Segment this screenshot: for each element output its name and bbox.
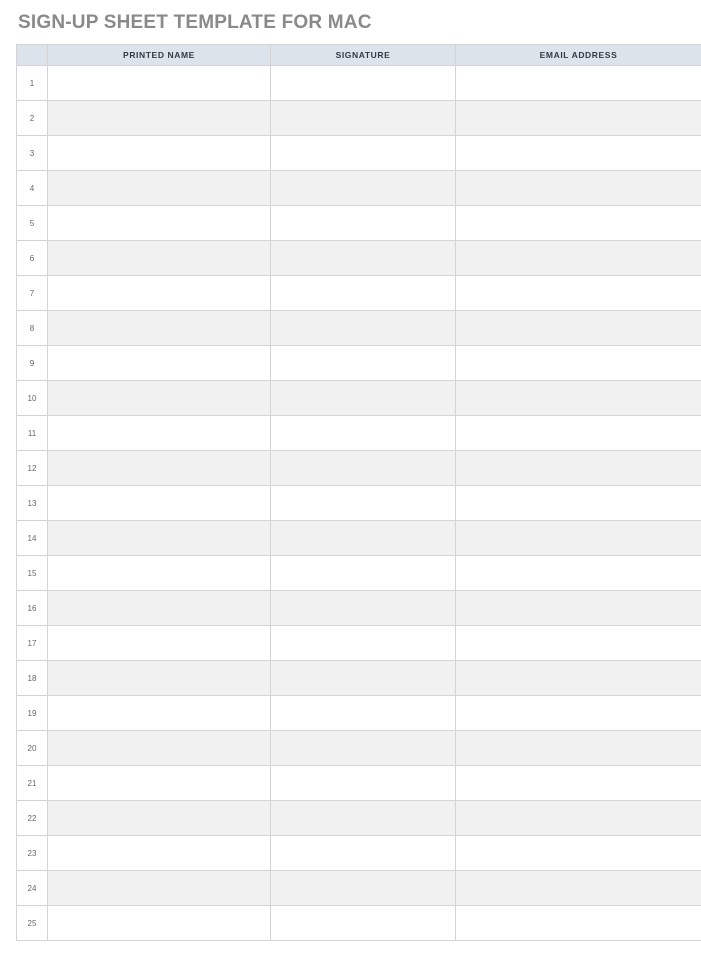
column-header-email-address: EMAIL ADDRESS xyxy=(456,45,701,66)
row-number: 24 xyxy=(17,871,48,906)
row-number: 13 xyxy=(17,486,48,521)
table-header xyxy=(17,45,701,66)
signature-cell[interactable] xyxy=(271,696,456,731)
email-address-cell[interactable] xyxy=(456,416,701,451)
row-number: 6 xyxy=(17,241,48,276)
email-address-cell[interactable] xyxy=(456,241,701,276)
row-number: 2 xyxy=(17,101,48,136)
signature-cell[interactable] xyxy=(271,591,456,626)
email-address-cell[interactable] xyxy=(456,731,701,766)
table-row xyxy=(17,311,701,346)
printed-name-cell[interactable] xyxy=(48,136,271,171)
row-number: 11 xyxy=(17,416,48,451)
email-address-cell[interactable] xyxy=(456,206,701,241)
signature-cell[interactable] xyxy=(271,871,456,906)
printed-name-cell[interactable] xyxy=(48,591,271,626)
row-number: 15 xyxy=(17,556,48,591)
email-address-cell[interactable] xyxy=(456,171,701,206)
signature-cell[interactable] xyxy=(271,66,456,101)
column-header-printed-name: PRINTED NAME xyxy=(48,45,271,66)
printed-name-cell[interactable] xyxy=(48,521,271,556)
email-address-cell[interactable] xyxy=(456,836,701,871)
email-address-cell[interactable] xyxy=(456,311,701,346)
signature-cell[interactable] xyxy=(271,836,456,871)
row-number: 5 xyxy=(17,206,48,241)
email-address-cell[interactable] xyxy=(456,871,701,906)
signature-cell[interactable] xyxy=(271,416,456,451)
signup-table xyxy=(16,44,701,941)
row-number: 3 xyxy=(17,136,48,171)
table-row xyxy=(17,521,701,556)
email-address-cell[interactable] xyxy=(456,521,701,556)
row-number: 20 xyxy=(17,731,48,766)
email-address-cell[interactable] xyxy=(456,101,701,136)
printed-name-cell[interactable] xyxy=(48,836,271,871)
printed-name-cell[interactable] xyxy=(48,346,271,381)
row-number: 18 xyxy=(17,661,48,696)
printed-name-cell[interactable] xyxy=(48,556,271,591)
table-row xyxy=(17,836,701,871)
email-address-cell[interactable] xyxy=(456,591,701,626)
printed-name-cell[interactable] xyxy=(48,416,271,451)
table-row xyxy=(17,906,701,941)
email-address-cell[interactable] xyxy=(456,381,701,416)
email-address-cell[interactable] xyxy=(456,696,701,731)
printed-name-cell[interactable] xyxy=(48,486,271,521)
table-row xyxy=(17,626,701,661)
row-number: 22 xyxy=(17,801,48,836)
signature-cell[interactable] xyxy=(271,206,456,241)
table-row xyxy=(17,171,701,206)
table-row xyxy=(17,136,701,171)
signature-cell[interactable] xyxy=(271,766,456,801)
signature-cell[interactable] xyxy=(271,521,456,556)
email-address-cell[interactable] xyxy=(456,451,701,486)
column-header-signature: SIGNATURE xyxy=(271,45,456,66)
email-address-cell[interactable] xyxy=(456,136,701,171)
printed-name-cell[interactable] xyxy=(48,241,271,276)
table-row xyxy=(17,451,701,486)
table-body xyxy=(17,66,701,941)
table-row xyxy=(17,696,701,731)
email-address-cell[interactable] xyxy=(456,556,701,591)
table-row xyxy=(17,661,701,696)
printed-name-cell[interactable] xyxy=(48,906,271,941)
printed-name-cell[interactable] xyxy=(48,171,271,206)
row-number: 8 xyxy=(17,311,48,346)
signature-cell[interactable] xyxy=(271,626,456,661)
email-address-cell[interactable] xyxy=(456,276,701,311)
table-header-row xyxy=(17,45,701,66)
email-address-cell[interactable] xyxy=(456,346,701,381)
email-address-cell[interactable] xyxy=(456,766,701,801)
signature-cell[interactable] xyxy=(271,451,456,486)
printed-name-cell[interactable] xyxy=(48,206,271,241)
row-number: 16 xyxy=(17,591,48,626)
table-row xyxy=(17,206,701,241)
row-number: 23 xyxy=(17,836,48,871)
signature-cell[interactable] xyxy=(271,171,456,206)
printed-name-cell[interactable] xyxy=(48,381,271,416)
email-address-cell[interactable] xyxy=(456,66,701,101)
table-row xyxy=(17,801,701,836)
table-row xyxy=(17,66,701,101)
printed-name-cell[interactable] xyxy=(48,66,271,101)
signature-cell[interactable] xyxy=(271,381,456,416)
signature-cell[interactable] xyxy=(271,906,456,941)
email-address-cell[interactable] xyxy=(456,486,701,521)
signature-cell[interactable] xyxy=(271,801,456,836)
row-number: 25 xyxy=(17,906,48,941)
row-number: 17 xyxy=(17,626,48,661)
signature-cell[interactable] xyxy=(271,556,456,591)
printed-name-cell[interactable] xyxy=(48,451,271,486)
table-row xyxy=(17,416,701,451)
printed-name-cell[interactable] xyxy=(48,661,271,696)
row-number: 1 xyxy=(17,66,48,101)
printed-name-cell[interactable] xyxy=(48,101,271,136)
table-row xyxy=(17,486,701,521)
row-number: 14 xyxy=(17,521,48,556)
row-number: 19 xyxy=(17,696,48,731)
column-header-number xyxy=(17,45,48,66)
printed-name-cell[interactable] xyxy=(48,276,271,311)
signature-cell[interactable] xyxy=(271,241,456,276)
table-row xyxy=(17,101,701,136)
row-number: 4 xyxy=(17,171,48,206)
table-row xyxy=(17,871,701,906)
signature-cell[interactable] xyxy=(271,276,456,311)
email-address-cell[interactable] xyxy=(456,661,701,696)
table-row xyxy=(17,591,701,626)
signature-cell[interactable] xyxy=(271,346,456,381)
signature-cell[interactable] xyxy=(271,311,456,346)
signature-cell[interactable] xyxy=(271,136,456,171)
table-row xyxy=(17,381,701,416)
printed-name-cell[interactable] xyxy=(48,696,271,731)
table-row xyxy=(17,766,701,801)
table-row xyxy=(17,276,701,311)
row-number: 7 xyxy=(17,276,48,311)
printed-name-cell[interactable] xyxy=(48,626,271,661)
printed-name-cell[interactable] xyxy=(48,801,271,836)
email-address-cell[interactable] xyxy=(456,801,701,836)
signature-cell[interactable] xyxy=(271,731,456,766)
printed-name-cell[interactable] xyxy=(48,766,271,801)
page-title: SIGN-UP SHEET TEMPLATE FOR MAC xyxy=(18,12,372,33)
email-address-cell[interactable] xyxy=(456,906,701,941)
signature-cell[interactable] xyxy=(271,661,456,696)
signature-cell[interactable] xyxy=(271,486,456,521)
table-row xyxy=(17,346,701,381)
signature-cell[interactable] xyxy=(271,101,456,136)
table-row xyxy=(17,556,701,591)
row-number: 10 xyxy=(17,381,48,416)
row-number: 12 xyxy=(17,451,48,486)
table-row xyxy=(17,731,701,766)
printed-name-cell[interactable] xyxy=(48,731,271,766)
printed-name-cell[interactable] xyxy=(48,311,271,346)
row-number: 21 xyxy=(17,766,48,801)
email-address-cell[interactable] xyxy=(456,626,701,661)
row-number: 9 xyxy=(17,346,48,381)
table-row xyxy=(17,241,701,276)
printed-name-cell[interactable] xyxy=(48,871,271,906)
